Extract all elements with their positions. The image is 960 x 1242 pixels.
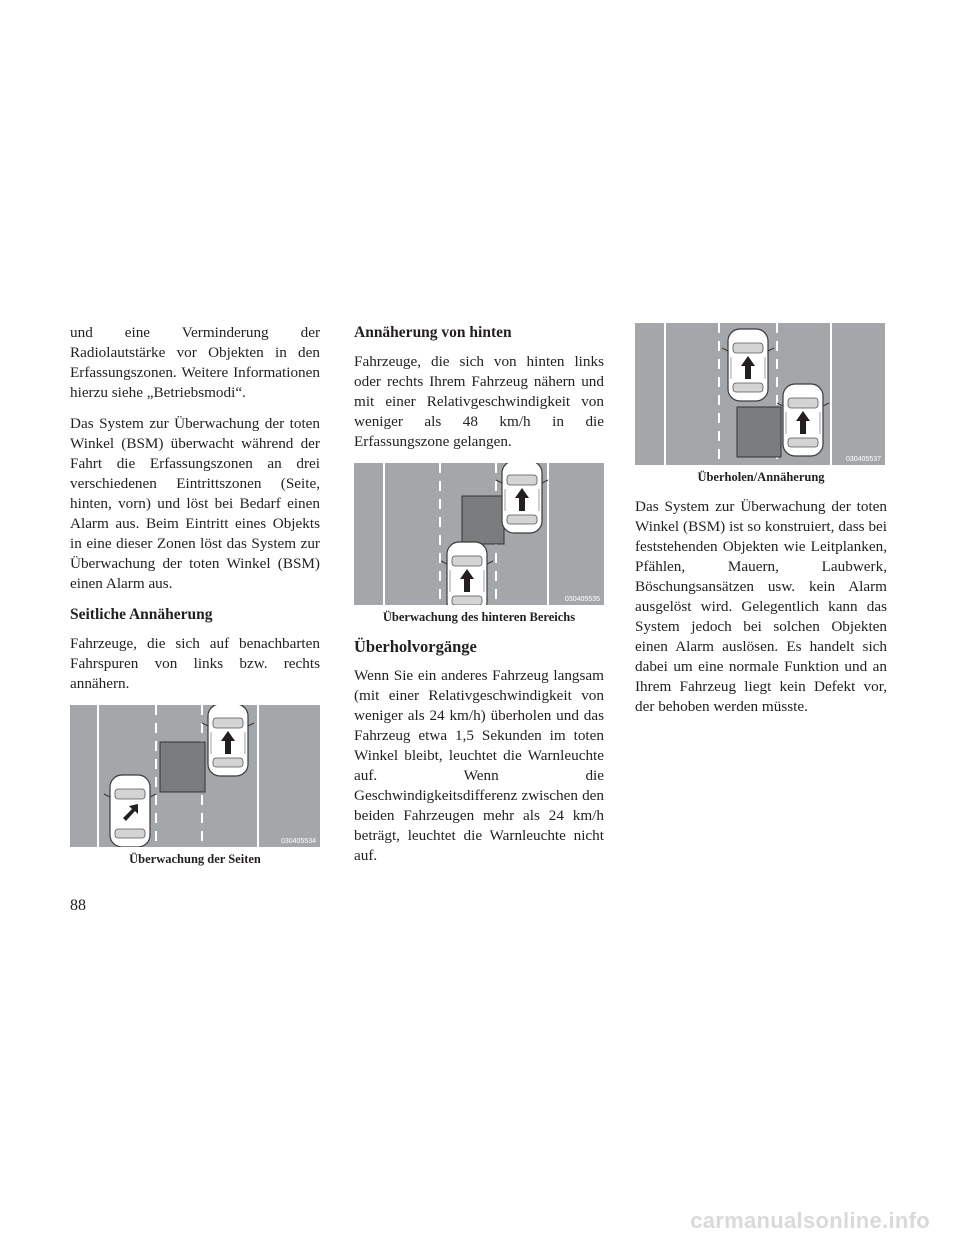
heading-rear-approach: Annäherung von hinten (354, 324, 512, 341)
paragraph-radio-volume: und eine Verminderung der Radiolautstärke vor Objekten in den Erfassungszonen. Weitere Informationen hierzu siehe „Betriebsmodi“. (70, 324, 320, 401)
figure-caption: Überwachung des hinteren Bereichs (382, 610, 576, 624)
column-middle (354, 323, 604, 877)
heading-side-approach: Seitliche Annäherung (70, 606, 213, 623)
figure-code: 030405537 (845, 456, 881, 463)
side-monitoring-diagram (70, 705, 320, 847)
figure-code: 030405535 (564, 596, 600, 603)
paragraph-rear-approach: Fahrzeuge, die sich von hinten links oder rechts Ihrem Fahrzeug nähern und mit einer Relativgeschwindigkeit von weniger als 48 km/h in die Erfassungszone gelangen. (354, 353, 604, 450)
figure-overtaking-approach (635, 323, 885, 465)
figure-rear-monitoring (354, 463, 604, 605)
figure-caption: Überholen/Annäherung (697, 470, 825, 484)
column-left (70, 323, 320, 879)
paragraph-stationary-objects: Das System zur Überwachung der toten Winkel (BSM) ist so konstruiert, dass bei feststehenden Objekten wie Leitplanken, Pfählen, Mauern, Laubwerk, Böschungsansätzen usw. kein Alarm ausgelöst wird. Gelegentlich kann das System jedoch bei solchen Objekten einen Alarm auslösen. Es handelt sich dabei um eine normale Funktion und an Ihrem Fahrzeug liegt kein Defekt vor, der behoben werden müsste. (635, 498, 887, 715)
watermark: carmanualsonline.info (690, 1208, 930, 1233)
overtaking-approach-diagram (635, 323, 885, 465)
column-right (635, 323, 887, 728)
paragraph-bsm-overview: Das System zur Überwachung der toten Winkel (BSM) überwacht während der Fahrt die Erfassungszonen an drei verschiedenen Eintrittszonen (Seite, hinten, vorn) und löst bei Bedarf einen Alarm aus. Beim Eintritt eines Objekts in eine dieser Zonen löst das System zur Überwachung der toten Winkel (BSM) einen Alarm aus. (70, 415, 320, 592)
figure-code: 030405534 (280, 838, 316, 845)
figure-caption: Überwachung der Seiten (129, 852, 261, 866)
page-number: 88 (70, 897, 86, 914)
paragraph-side-approach: Fahrzeuge, die sich auf benachbarten Fahrspuren von links bzw. rechts annähern. (70, 635, 320, 692)
heading-overtaking: Überholvorgänge (354, 637, 477, 656)
figure-side-monitoring (70, 705, 320, 847)
paragraph-overtaking: Wenn Sie ein anderes Fahrzeug langsam (mit einer Relativgeschwindigkeit von weniger als 24 km/h) überholen und das Fahrzeug etwa 1,5 Sekunden im toten Winkel bleibt, leuchtet die Warnleuchte auf. Wenn die Geschwindigkeitsdifferenz zwischen den beiden Fahrzeugen mehr als 24 km/h beträgt, leuchtet die Warnleuchte nicht auf. (354, 667, 604, 864)
rear-monitoring-diagram (354, 463, 604, 605)
